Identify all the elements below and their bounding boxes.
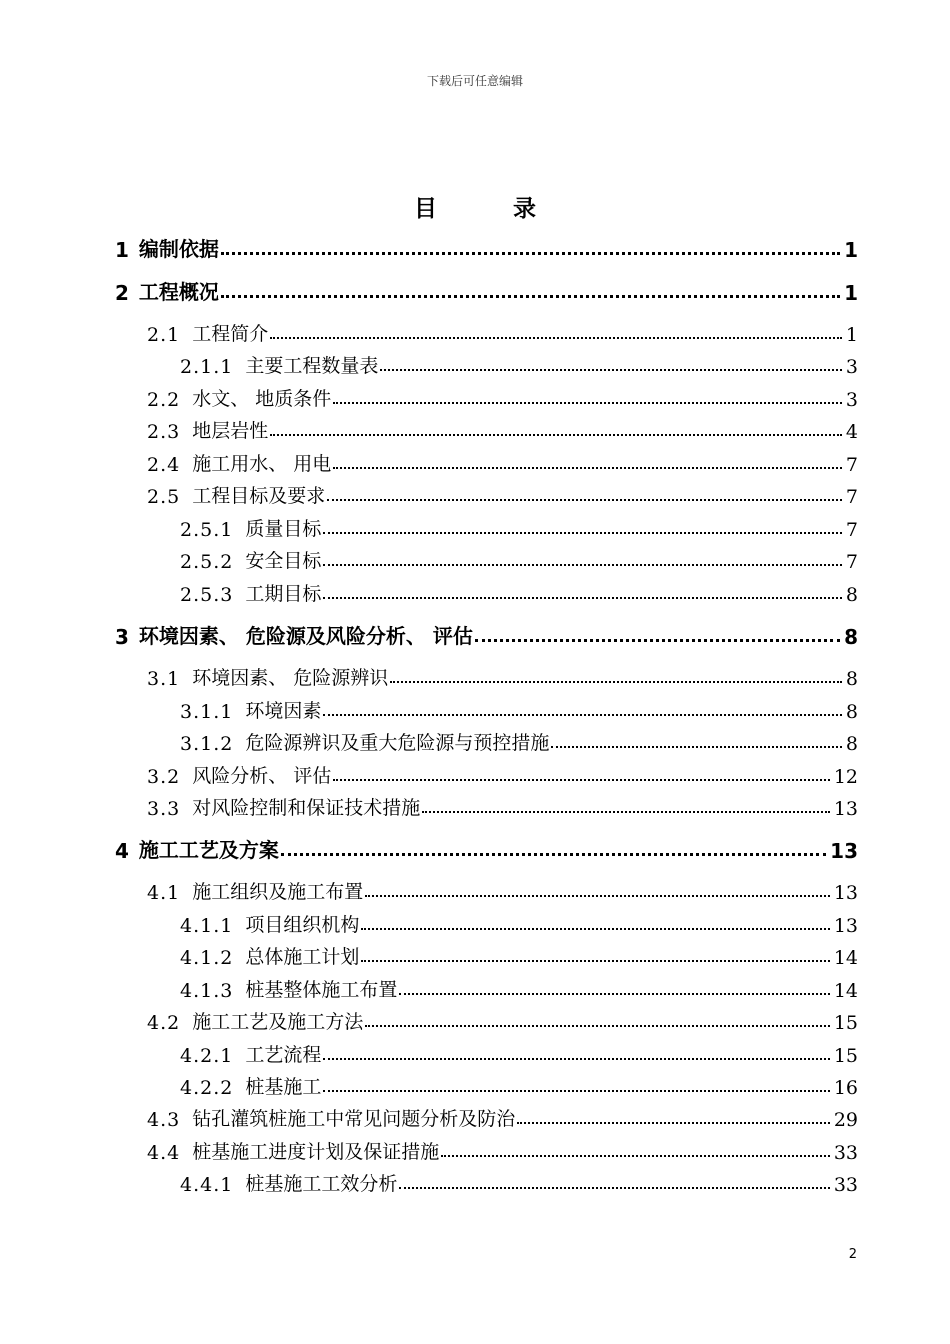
- toc-entry-page: 4: [845, 421, 858, 443]
- toc-entry-title: 工程概况: [138, 280, 219, 304]
- toc-entry-page: 33: [833, 1142, 858, 1164]
- toc-dot-leader: [323, 597, 842, 599]
- toc-entry-number: 2.1.1: [180, 356, 234, 378]
- toc-entry[interactable]: [180, 1037, 858, 1067]
- toc-entry-page: 14: [833, 947, 858, 969]
- toc-title: 目 录: [413, 196, 570, 222]
- toc-entry-number: 2.5.2: [180, 551, 234, 573]
- toc-entry[interactable]: [180, 1069, 858, 1099]
- toc-entry-title: 项目组织机构: [245, 914, 360, 936]
- toc-entry-number: 4.2: [147, 1012, 181, 1034]
- toc-entry-page: 15: [833, 1012, 858, 1034]
- toc-entry-number: 4.4.1: [180, 1174, 234, 1196]
- toc-entry[interactable]: [147, 381, 858, 411]
- toc-entry-title: 施工工艺及方案: [138, 838, 279, 862]
- toc-dot-leader: [517, 1122, 830, 1124]
- toc-dot-leader: [270, 434, 842, 436]
- toc-entry-page: 8: [845, 668, 858, 690]
- toc-entry[interactable]: [180, 543, 858, 573]
- toc-entry-number: 4: [115, 839, 129, 863]
- toc-entry-page: 33: [833, 1174, 858, 1196]
- toc-entry-page: 13: [833, 915, 858, 937]
- toc-entry-number: 2.5: [147, 486, 181, 508]
- toc-entry-page: 16: [833, 1077, 858, 1099]
- toc-entry-title: 施工用水、 用电: [192, 453, 332, 475]
- toc-entry[interactable]: [147, 316, 858, 346]
- toc-entry[interactable]: [180, 576, 858, 606]
- toc-entry[interactable]: [180, 693, 858, 723]
- toc-dot-leader: [281, 853, 826, 856]
- toc-entry[interactable]: [180, 939, 858, 969]
- toc-entry-number: 3: [115, 625, 129, 649]
- toc-entry-title: 工期目标: [245, 583, 322, 605]
- toc-entry-number: 3.3: [147, 798, 181, 820]
- toc-entry-title: 环境因素、 危险源及风险分析、 评估: [138, 624, 473, 648]
- toc-entry-title: 水文、 地质条件: [192, 388, 332, 410]
- toc-entry-page: 7: [845, 551, 858, 573]
- toc-dot-leader: [221, 252, 840, 255]
- toc-entry-title: 桩基施工工效分析: [245, 1173, 398, 1195]
- toc-entry[interactable]: [180, 348, 858, 378]
- toc-entry-number: 4.2.1: [180, 1045, 234, 1067]
- toc-entry-title: 环境因素: [245, 700, 322, 722]
- toc-entry-title: 桩基整体施工布置: [245, 979, 398, 1001]
- toc-entry-title: 安全目标: [245, 550, 322, 572]
- toc-entry[interactable]: [147, 790, 858, 820]
- toc-entry-title: 对风险控制和保证技术措施: [192, 797, 421, 819]
- toc-entry[interactable]: [180, 972, 858, 1002]
- toc-entry[interactable]: [180, 725, 858, 755]
- page-header: 下载后可任意编辑: [426, 74, 523, 88]
- toc-dot-leader: [333, 402, 842, 404]
- toc-entry[interactable]: [115, 619, 858, 649]
- toc-entry[interactable]: [115, 833, 858, 863]
- toc-entry-number: 3.1: [147, 668, 181, 690]
- toc-entry-number: 1: [115, 238, 129, 262]
- toc-entry-page: 8: [845, 733, 858, 755]
- toc-dot-leader: [323, 1058, 829, 1060]
- toc-dot-leader: [475, 639, 840, 642]
- toc-dot-leader: [333, 779, 830, 781]
- toc-dot-leader: [399, 993, 829, 995]
- toc-dot-leader: [333, 467, 842, 469]
- toc-entry-page: 8: [845, 701, 858, 723]
- toc-entry-number: 4.4: [147, 1142, 181, 1164]
- toc-dot-leader: [551, 746, 842, 748]
- toc-entry-number: 2.1: [147, 324, 181, 346]
- toc-dot-leader: [390, 681, 842, 683]
- toc-entry-number: 2: [115, 281, 129, 305]
- toc-entry-page: 14: [833, 980, 858, 1002]
- toc-dot-leader: [441, 1155, 830, 1157]
- toc-entry-number: 3.1.2: [180, 733, 234, 755]
- toc-entry-number: 4.1: [147, 882, 181, 904]
- toc-entry-page: 13: [833, 798, 858, 820]
- toc-entry-number: 2.3: [147, 421, 181, 443]
- toc-entry-title: 工程简介: [192, 323, 269, 345]
- toc-entry[interactable]: [115, 232, 858, 262]
- toc-entry-page: 3: [845, 356, 858, 378]
- toc-entry-number: 3.2: [147, 766, 181, 788]
- toc-entry[interactable]: [147, 413, 858, 443]
- toc-entry-number: 2.4: [147, 454, 181, 476]
- toc-entry-number: 4.2.2: [180, 1077, 234, 1099]
- toc-entry-title: 钻孔灌筑桩施工中常见问题分析及防治: [192, 1108, 516, 1130]
- toc-entry[interactable]: [147, 1134, 858, 1164]
- toc-entry[interactable]: [147, 758, 858, 788]
- toc-dot-leader: [323, 532, 842, 534]
- toc-entry-page: 1: [844, 281, 858, 305]
- toc-entry-title: 桩基施工: [245, 1076, 322, 1098]
- toc-entry-page: 8: [845, 584, 858, 606]
- toc-entry[interactable]: [115, 275, 858, 305]
- toc-entry-title: 桩基施工进度计划及保证措施: [192, 1141, 440, 1163]
- toc-entry-title: 施工工艺及施工方法: [192, 1011, 364, 1033]
- toc-entry-number: 4.1.3: [180, 980, 234, 1002]
- toc-entry-title: 地层岩性: [192, 420, 269, 442]
- toc-entry-title: 环境因素、 危险源辨识: [192, 667, 389, 689]
- toc-entry-page: 12: [833, 766, 858, 788]
- toc-entry-title: 总体施工计划: [245, 946, 360, 968]
- toc-entry[interactable]: [147, 478, 858, 508]
- toc-dot-leader: [380, 369, 842, 371]
- toc-entry-page: 7: [845, 486, 858, 508]
- toc-dot-leader: [221, 295, 840, 298]
- toc-entry[interactable]: [180, 1166, 858, 1196]
- toc-dot-leader: [323, 714, 842, 716]
- toc-entry-page: 13: [830, 839, 858, 863]
- toc-entry-title: 工艺流程: [245, 1044, 322, 1066]
- toc-entry-title: 危险源辨识及重大危险源与预控措施: [245, 732, 550, 754]
- toc-entry-page: 3: [845, 389, 858, 411]
- toc-entry-number: 2.5.1: [180, 519, 234, 541]
- toc-entry[interactable]: [147, 1101, 858, 1131]
- toc-entry[interactable]: [147, 446, 858, 476]
- toc-dot-leader: [365, 1025, 830, 1027]
- toc-entry-number: 4.1.2: [180, 947, 234, 969]
- toc-dot-leader: [361, 960, 829, 962]
- toc-dot-leader: [270, 337, 842, 339]
- toc-entry-page: 13: [833, 882, 858, 904]
- toc-entry-number: 4.3: [147, 1109, 181, 1131]
- toc-entry-page: 29: [833, 1109, 858, 1131]
- toc-entry[interactable]: [147, 1004, 858, 1034]
- toc-dot-leader: [361, 928, 829, 930]
- toc-dot-leader: [422, 811, 830, 813]
- toc-dot-leader: [323, 564, 842, 566]
- toc-entry[interactable]: [147, 660, 858, 690]
- toc-entry-title: 施工组织及施工布置: [192, 881, 364, 903]
- toc-entry-page: 7: [845, 454, 858, 476]
- toc-entry-number: 2.5.3: [180, 584, 234, 606]
- toc-entry-page: 7: [845, 519, 858, 541]
- toc-entry[interactable]: [180, 907, 858, 937]
- toc-entry-page: 15: [833, 1045, 858, 1067]
- toc-entry-title: 主要工程数量表: [245, 355, 379, 377]
- toc-entry-title: 工程目标及要求: [192, 485, 326, 507]
- toc-dot-leader: [323, 1090, 829, 1092]
- toc-entry-number: 3.1.1: [180, 701, 234, 723]
- page-number: 2: [848, 1247, 857, 1262]
- toc-entry-title: 质量目标: [245, 518, 322, 540]
- toc-dot-leader: [365, 895, 830, 897]
- toc-entry-page: 8: [844, 625, 858, 649]
- toc-entry-page: 1: [844, 238, 858, 262]
- toc-dot-leader: [399, 1187, 829, 1189]
- toc-entry-number: 2.2: [147, 389, 181, 411]
- toc-entry[interactable]: [147, 874, 858, 904]
- toc-entry-number: 4.1.1: [180, 915, 234, 937]
- toc-entry-title: 编制依据: [138, 237, 219, 261]
- toc-dot-leader: [327, 499, 842, 501]
- toc-entry[interactable]: [180, 511, 858, 541]
- toc-entry-page: 1: [845, 324, 858, 346]
- toc-entry-title: 风险分析、 评估: [192, 765, 332, 787]
